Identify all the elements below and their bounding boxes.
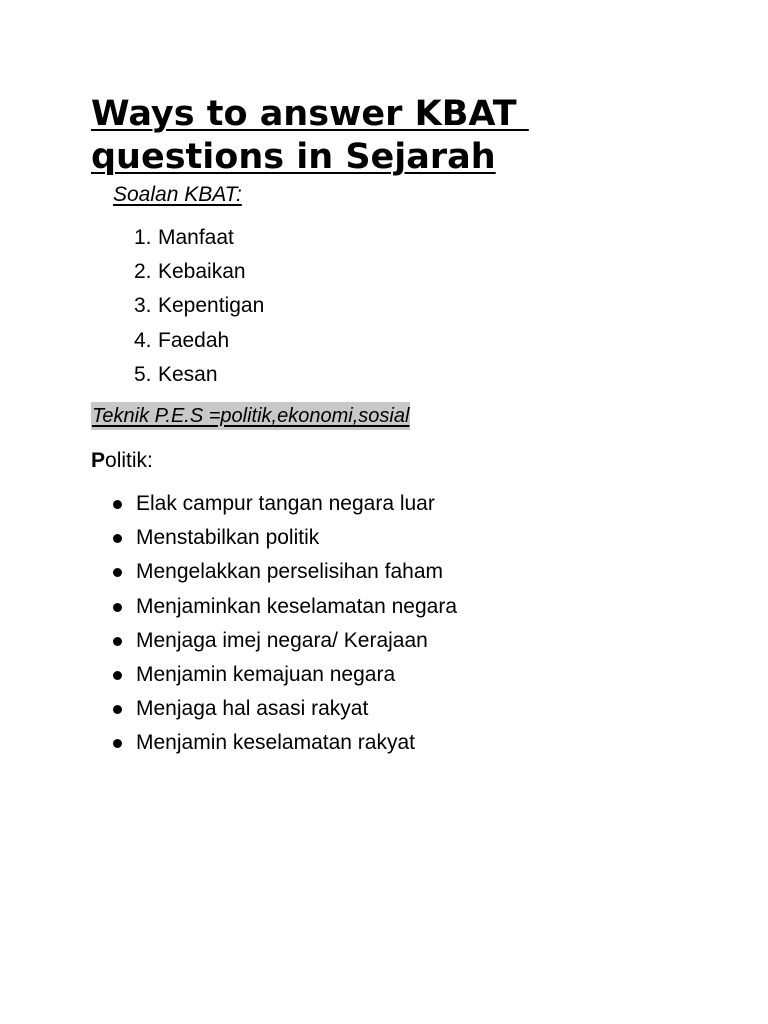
list-item-text: Manfaat bbox=[158, 226, 234, 249]
list-number: 3. bbox=[134, 294, 152, 318]
list-number: 1. bbox=[134, 226, 152, 249]
bullet-icon bbox=[113, 637, 122, 646]
bullet-icon bbox=[113, 671, 122, 680]
list-number: 2. bbox=[134, 260, 152, 284]
list-number: 5. bbox=[134, 362, 152, 386]
bullet-item-text: Menjamin keselamatan rakyat bbox=[136, 731, 415, 755]
list-item-text: Kepentigan bbox=[158, 294, 265, 318]
technique-highlight: Teknik P.E.S =politik,ekonomi,sosial bbox=[91, 402, 410, 430]
bullet-icon bbox=[113, 534, 122, 543]
list-item-text: Kesan bbox=[158, 362, 218, 386]
bullet-item-text: Mengelakkan perselisihan faham bbox=[136, 560, 444, 584]
list-number: 4. bbox=[134, 328, 152, 352]
section-label-rest: olitik: bbox=[105, 449, 153, 472]
section-label-initial: P bbox=[91, 449, 106, 472]
title-line-2: questions in Sejarah bbox=[91, 137, 496, 177]
subheading-soalan-kbat: Soalan KBAT: bbox=[113, 183, 242, 206]
bullet-item-text: Menjaminkan keselamatan negara bbox=[136, 594, 458, 618]
bullet-item-text: Menjaga hal asasi rakyat bbox=[136, 697, 369, 721]
page-title bbox=[91, 93, 691, 179]
list-item-text: Faedah bbox=[158, 328, 230, 352]
bullet-item-text: Menstabilkan politik bbox=[136, 526, 320, 550]
bullet-icon bbox=[113, 568, 122, 577]
title-line-1: Ways to answer KBAT bbox=[91, 94, 529, 134]
bullet-item-text: Elak campur tangan negara luar bbox=[136, 492, 435, 515]
bullet-item-text: Menjaga imej negara/ Kerajaan bbox=[136, 628, 428, 652]
bullet-icon bbox=[113, 739, 122, 748]
bullet-icon bbox=[113, 500, 122, 509]
bullet-item-text: Menjamin kemajuan negara bbox=[136, 662, 396, 686]
section-label-politik bbox=[91, 447, 153, 475]
bullet-icon bbox=[113, 603, 122, 612]
list-item-text: Kebaikan bbox=[158, 260, 246, 284]
bullet-icon bbox=[113, 705, 122, 714]
